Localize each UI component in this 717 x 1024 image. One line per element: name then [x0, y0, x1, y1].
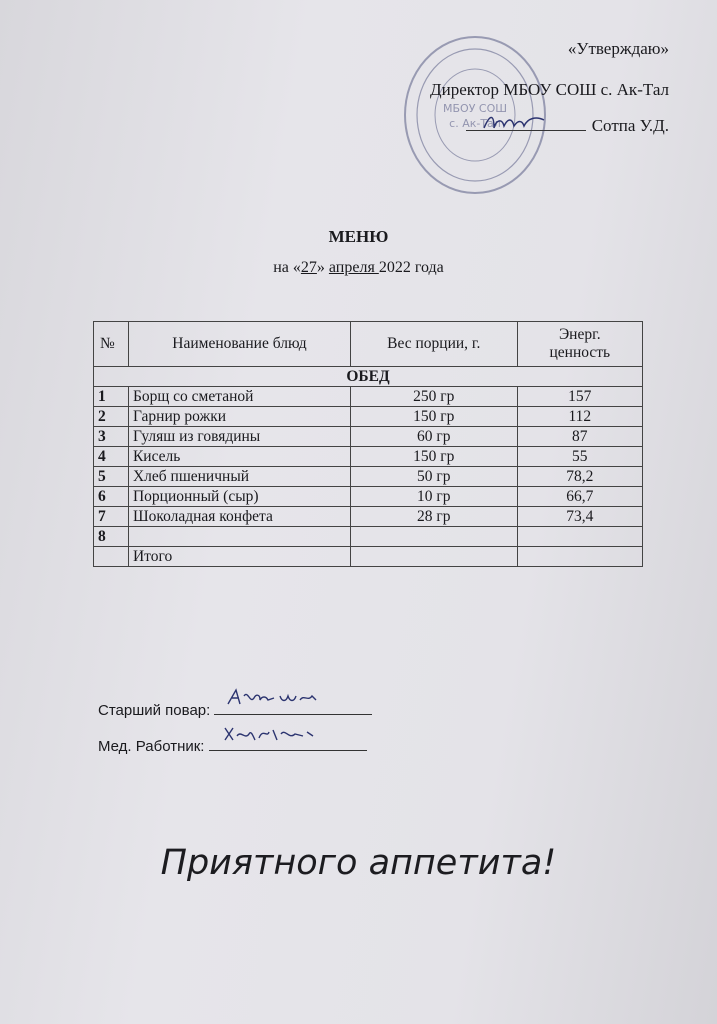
chief-cook-signature-blank — [214, 700, 372, 715]
approval-position: Директор МБОУ СОШ с. Ак-Тал — [430, 80, 669, 99]
medic-label: Мед. Работник: — [98, 738, 205, 755]
row-weight — [351, 527, 518, 547]
approval-title: «Утверждаю» — [567, 39, 669, 58]
row-num: 7 — [94, 507, 129, 527]
row-name: Порционный (сыр) — [128, 487, 350, 507]
row-weight: 150 гр — [351, 407, 518, 427]
row-weight: 60 гр — [351, 427, 518, 447]
total-num — [94, 547, 129, 567]
date-prefix: на « — [273, 259, 301, 276]
table-row — [94, 487, 643, 507]
row-name: Борщ со сметаной — [128, 387, 350, 407]
menu-table — [93, 321, 643, 567]
closing-wish: Приятного аппетита! — [160, 843, 557, 883]
page-title: МЕНЮ — [328, 227, 389, 246]
header-num: № — [94, 322, 129, 367]
header-weight: Вес порции, г. — [351, 322, 518, 367]
row-num: 3 — [94, 427, 129, 447]
row-weight: 28 гр — [351, 507, 518, 527]
row-num: 8 — [94, 527, 129, 547]
section-title: ОБЕД — [94, 367, 643, 387]
row-num: 4 — [94, 447, 129, 467]
chief-cook-line — [98, 700, 372, 719]
row-energy: 78,2 — [517, 467, 642, 487]
medic-signature-blank — [209, 736, 367, 751]
row-name: Кисель — [128, 447, 350, 467]
total-row — [94, 547, 643, 567]
row-energy — [517, 527, 642, 547]
row-energy: 112 — [517, 407, 642, 427]
date-month: апреля — [328, 259, 379, 276]
row-name: Хлеб пшеничный — [128, 467, 350, 487]
medic-signature — [219, 722, 319, 746]
total-weight — [351, 547, 518, 567]
header-energy-line1: Энерг. — [558, 326, 601, 343]
header-name: Наименование блюд — [128, 322, 350, 367]
director-signature — [480, 110, 550, 136]
row-energy: 55 — [517, 447, 642, 467]
row-weight: 50 гр — [351, 467, 518, 487]
row-weight: 10 гр — [351, 487, 518, 507]
chief-cook-signature — [224, 686, 324, 710]
row-num: 6 — [94, 487, 129, 507]
table-row — [94, 527, 643, 547]
row-energy: 87 — [517, 427, 642, 447]
row-name: Шоколадная конфета — [128, 507, 350, 527]
row-energy: 157 — [517, 387, 642, 407]
row-energy: 66,7 — [517, 487, 642, 507]
date-quote: » — [316, 259, 329, 276]
section-row — [94, 367, 643, 387]
header-energy-line2: ценность — [549, 344, 611, 361]
menu-date — [0, 259, 717, 277]
table-row — [94, 427, 643, 447]
date-year: 2022 года — [378, 259, 444, 276]
row-weight: 150 гр — [351, 447, 518, 467]
table-row — [94, 407, 643, 427]
table-header-row — [94, 322, 643, 367]
row-name — [128, 527, 350, 547]
stamp-text-2: с. Ак-Тал — [449, 117, 501, 130]
header-energy — [517, 322, 642, 367]
table-row — [94, 507, 643, 527]
row-name: Гуляш из говядины — [128, 427, 350, 447]
row-num: 1 — [94, 387, 129, 407]
table-row — [94, 387, 643, 407]
row-name: Гарнир рожки — [128, 407, 350, 427]
date-day: 27 — [300, 259, 317, 276]
medic-line — [98, 736, 367, 755]
table-row — [94, 447, 643, 467]
total-label: Итого — [128, 547, 350, 567]
total-energy — [517, 547, 642, 567]
row-num: 5 — [94, 467, 129, 487]
stamp-text-1: МБОУ СОШ — [443, 102, 507, 115]
director-name: Сотпа У.Д. — [591, 116, 669, 135]
chief-cook-label: Старший повар: — [98, 702, 211, 719]
row-weight: 250 гр — [351, 387, 518, 407]
table-row — [94, 467, 643, 487]
row-num: 2 — [94, 407, 129, 427]
row-energy: 73,4 — [517, 507, 642, 527]
